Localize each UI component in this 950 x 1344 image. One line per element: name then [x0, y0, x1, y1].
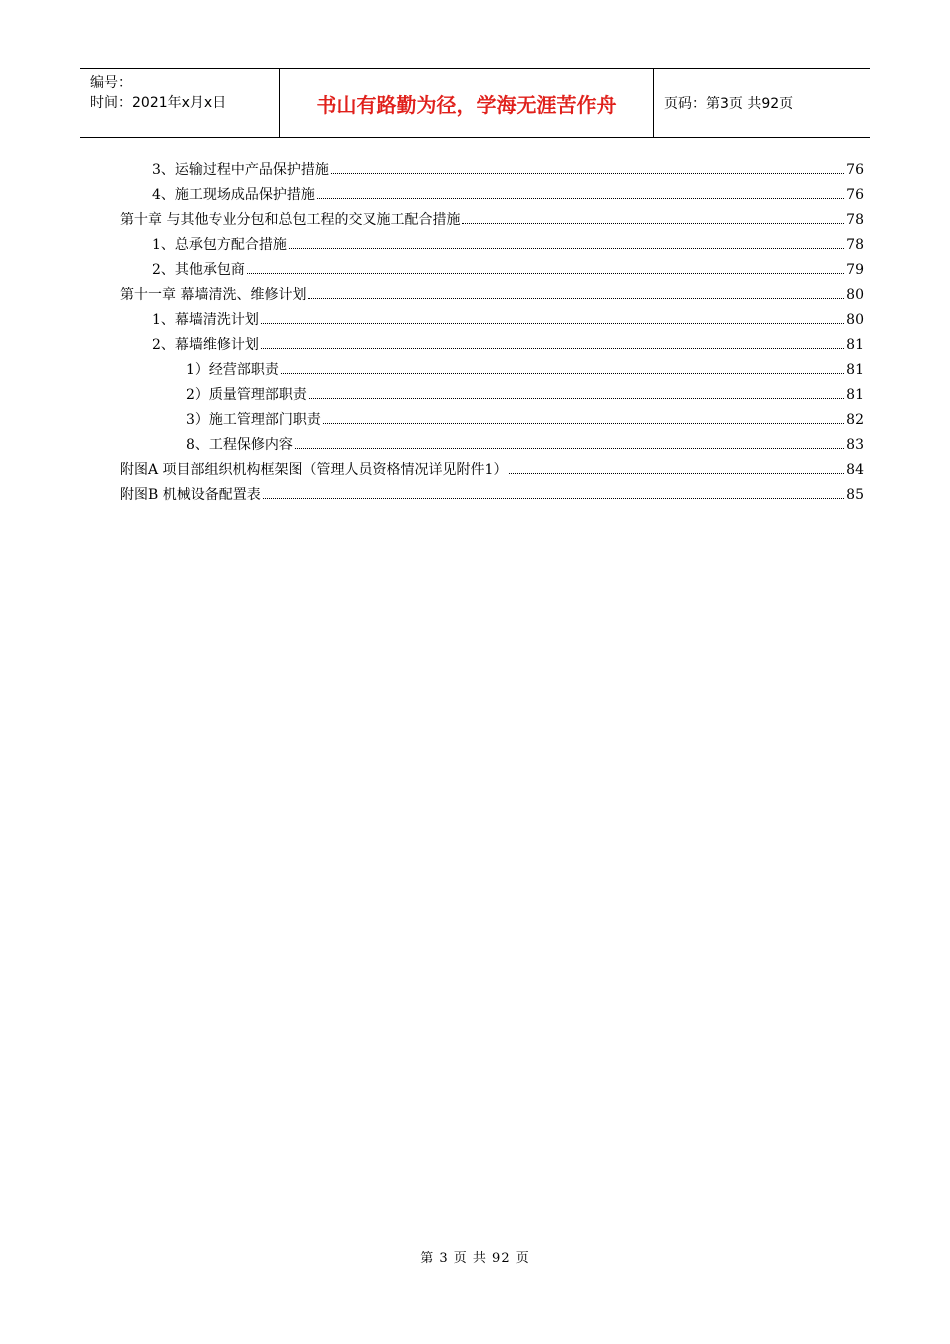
toc-entry-page: 76: [846, 162, 864, 178]
toc-entry[interactable]: [120, 383, 864, 408]
toc-dot-leader: [317, 197, 844, 199]
toc-entry[interactable]: [120, 258, 864, 283]
toc-entry-page: 82: [846, 412, 864, 428]
toc-dot-leader: [462, 222, 844, 224]
toc-entry-label: 8、工程保修内容: [186, 437, 293, 453]
toc-entry[interactable]: [120, 208, 864, 233]
toc-entry-label: 3）施工管理部门职责: [186, 412, 321, 428]
toc-entry-page: 80: [846, 312, 864, 328]
toc-entry-label: 1、幕墙清洗计划: [152, 312, 259, 328]
toc-entry-label: 4、施工现场成品保护措施: [152, 187, 315, 203]
toc-entry-page: 78: [846, 212, 864, 228]
toc-entry-page: 83: [846, 437, 864, 453]
toc-dot-leader: [295, 447, 844, 449]
toc-dot-leader: [289, 247, 844, 249]
toc-entry-page: 78: [846, 237, 864, 253]
toc-dot-leader: [308, 297, 844, 299]
toc-entry-page: 84: [846, 462, 864, 478]
number-label: 编号：: [90, 75, 132, 91]
toc-entry-page: 81: [846, 387, 864, 403]
toc-entry[interactable]: [120, 158, 864, 183]
toc-dot-leader: [323, 422, 844, 424]
toc-entry-label: 附图A 项目部组织机构框架图（管理人员资格情况详见附件1）: [120, 462, 508, 478]
toc-entry[interactable]: [120, 433, 864, 458]
toc-entry-label: 1、总承包方配合措施: [152, 237, 287, 253]
toc-dot-leader: [309, 397, 844, 399]
toc-dot-leader: [247, 272, 844, 274]
toc-entry[interactable]: [120, 233, 864, 258]
toc-entry[interactable]: [120, 483, 864, 508]
toc-entry-page: 76: [846, 187, 864, 203]
toc-dot-leader: [261, 322, 844, 324]
toc-entry-label: 第十章 与其他专业分包和总包工程的交叉施工配合措施: [120, 212, 461, 228]
toc-entry[interactable]: [120, 408, 864, 433]
toc-entry[interactable]: [120, 283, 864, 308]
toc-entry-page: 80: [846, 287, 864, 303]
toc-entry-label: 2、其他承包商: [152, 262, 245, 278]
toc-dot-leader: [509, 472, 844, 474]
toc-entry-label: 第十一章 幕墙清洗、维修计划: [120, 287, 307, 303]
date-label: 时间：2021年x月x日: [90, 95, 227, 111]
toc-entry-label: 2、幕墙维修计划: [152, 337, 259, 353]
toc-entry-page: 79: [846, 262, 864, 278]
toc-dot-leader: [261, 347, 844, 349]
toc-entry-label: 2）质量管理部职责: [186, 387, 307, 403]
page-footer: 第 3 页 共 92 页: [420, 1251, 530, 1266]
toc-entry[interactable]: [120, 458, 864, 483]
header-page-info: 页码：第3页 共92页: [664, 96, 794, 112]
toc-entry-label: 3、运输过程中产品保护措施: [152, 162, 329, 178]
toc-entry-page: 85: [846, 487, 864, 503]
toc-dot-leader: [263, 497, 844, 499]
toc-entry-label: 1）经营部职责: [186, 362, 279, 378]
toc-entry[interactable]: [120, 183, 864, 208]
toc-entry-label: 附图B 机械设备配置表: [120, 487, 261, 503]
toc-entry-page: 81: [846, 362, 864, 378]
table-of-contents: [120, 158, 864, 508]
header-meta: [80, 69, 280, 137]
toc-dot-leader: [281, 372, 844, 374]
page-header: [80, 68, 870, 138]
header-motto: 书山有路勤为径，学海无涯苦作舟: [280, 69, 654, 137]
toc-entry[interactable]: [120, 308, 864, 333]
toc-entry-page: 81: [846, 337, 864, 353]
toc-dot-leader: [331, 172, 844, 174]
toc-entry[interactable]: [120, 333, 864, 358]
toc-entry[interactable]: [120, 358, 864, 383]
